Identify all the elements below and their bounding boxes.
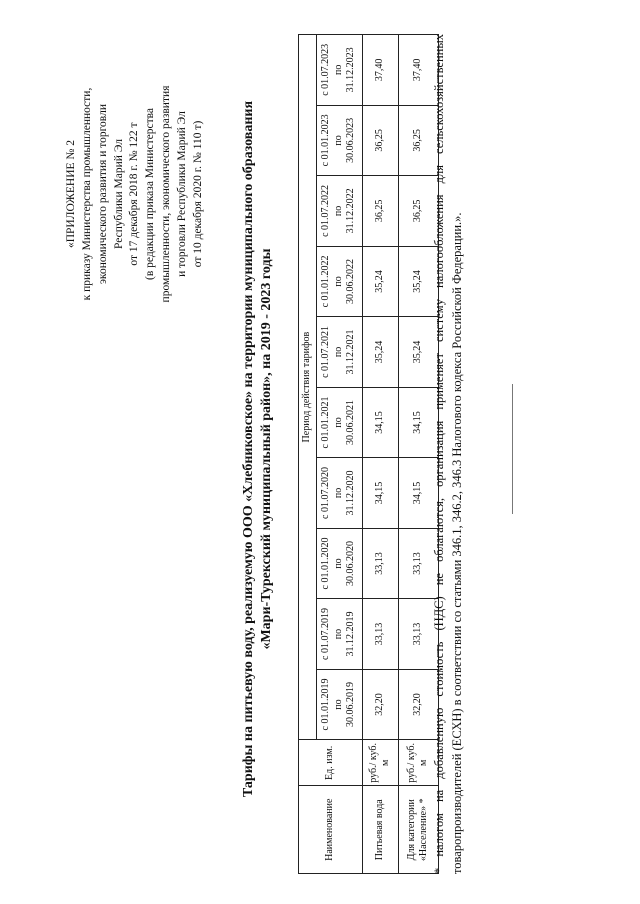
value-cell: 35,24 [398, 246, 438, 317]
value-cell: 37,40 [362, 35, 398, 106]
period-cell: с 01.01.2021 по 30.06.2021 [316, 387, 362, 458]
value-cell: 35,24 [362, 246, 398, 317]
value-cell: 32,20 [398, 669, 438, 740]
tariff-table [298, 34, 439, 874]
document-title [240, 84, 276, 814]
period-cell: с 01.07.2022 по 31.12.2022 [316, 176, 362, 247]
value-cell: 36,25 [362, 105, 398, 176]
value-cell: 34,15 [398, 387, 438, 458]
value-cell: 36,25 [362, 176, 398, 247]
appendix-line: экономического развития и торговли [96, 104, 109, 284]
value-cell: 36,25 [398, 105, 438, 176]
header-name: Наименование [299, 786, 363, 874]
table-row [362, 35, 398, 874]
separator-line [512, 384, 513, 514]
row-name: Питьевая вода [362, 786, 398, 874]
period-cell: с 01.01.2023 по 30.06.2023 [316, 105, 362, 176]
value-cell: 32,20 [362, 669, 398, 740]
period-cell: с 01.01.2022 по 30.06.2022 [316, 246, 362, 317]
value-cell: 37,40 [398, 35, 438, 106]
value-cell: 34,15 [362, 458, 398, 529]
appendix-line: от 17 декабря 2018 г. № 122 т [128, 122, 141, 266]
period-cell: с 01.07.2019 по 31.12.2019 [316, 599, 362, 670]
title-line-2: «Мари-Турекский муниципальный район», на 2019 - 2023 годы [259, 248, 275, 650]
appendix-line: (в редакции приказа Министерства [144, 108, 157, 281]
value-cell: 35,24 [398, 317, 438, 388]
appendix-line: к приказу Министерства промышленности, [80, 87, 93, 301]
value-cell: 34,15 [398, 458, 438, 529]
appendix-line: промышленности, экономического развития [160, 85, 173, 303]
appendix-line: от 10 декабря 2020 г. № 110 т) [191, 120, 204, 268]
header-row [299, 35, 317, 874]
value-cell: 36,25 [398, 176, 438, 247]
header-unit: Ед. изм. [299, 740, 363, 786]
appendix-line: «ПРИЛОЖЕНИЕ № 2 [65, 140, 77, 249]
period-cell: с 01.01.2020 по 30.06.2020 [316, 528, 362, 599]
value-cell: 33,13 [362, 599, 398, 670]
footnote: * налогом на добавленную стоимость (НДС) не облагаются, организация применяет систему налогообложения для сельскохозяйственных товаропроизводителей (ЕСХН) в соответствии со статьями 346.1, 346.2, 346.3 Налогового кодекса Российской Федерации.». [432, 34, 465, 874]
title-line-1: Тарифы на питьевую воду, реализуемую ООО «Хлебниковское» на территории муниципального образования [241, 100, 256, 798]
appendix-line: Республики Марий Эл [112, 139, 125, 250]
period-cell: с 01.07.2020 по 31.12.2020 [316, 458, 362, 529]
header-period: Период действия тарифов [299, 35, 317, 740]
value-cell: 33,13 [362, 528, 398, 599]
period-cell: с 01.01.2019 по 30.06.2019 [316, 669, 362, 740]
period-cell: с 01.07.2021 по 31.12.2021 [316, 317, 362, 388]
row-unit: руб./ куб. м [398, 740, 438, 786]
value-cell: 33,13 [398, 599, 438, 670]
appendix-line: и торговли Республики Марий Эл [176, 111, 189, 277]
appendix-header [64, 44, 207, 344]
value-cell: 33,13 [398, 528, 438, 599]
value-cell: 34,15 [362, 387, 398, 458]
value-cell: 35,24 [362, 317, 398, 388]
period-cell: с 01.07.2023 по 31.12.2023 [316, 35, 362, 106]
row-unit: руб./ куб. м [362, 740, 398, 786]
row-name: Для категории «Население» * [398, 786, 438, 874]
